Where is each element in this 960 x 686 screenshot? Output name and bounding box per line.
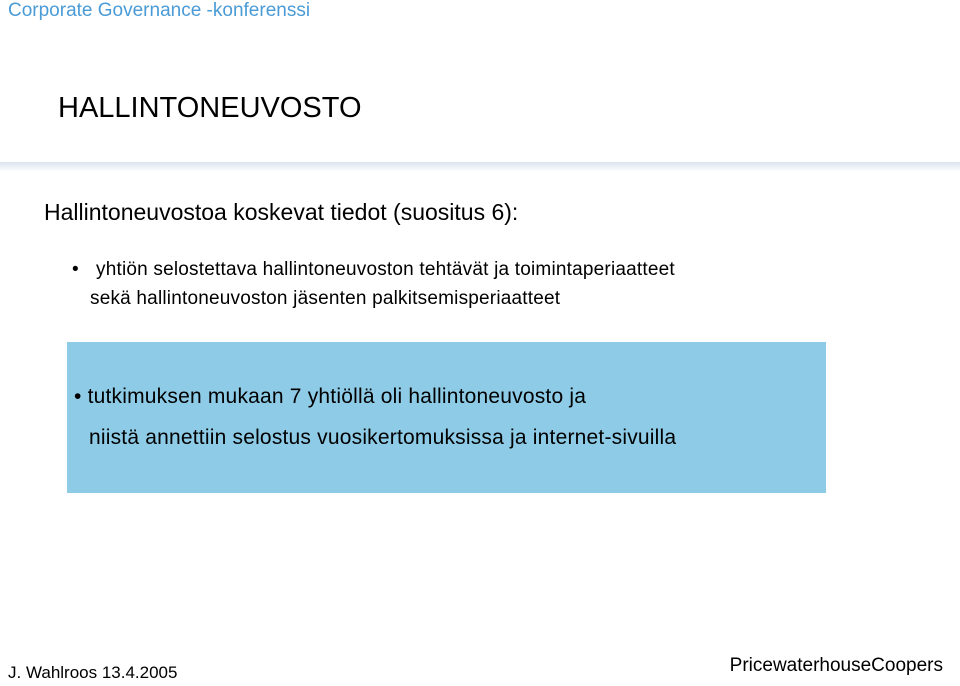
- title-divider: [0, 162, 960, 172]
- bullet-text-line-2: sekä hallintoneuvoston jäsenten palkitsemisperiaatteet: [90, 288, 561, 309]
- conference-header: Corporate Governance -konferenssi: [8, 0, 311, 21]
- finding-highlight-box: [67, 342, 826, 493]
- slide-title: HALLINTONEUVOSTO: [58, 92, 362, 124]
- footer-author-date: J. Wahlroos 13.4.2005: [8, 663, 178, 682]
- section-heading: Hallintoneuvostoa koskevat tiedot (suositus 6):: [44, 199, 519, 225]
- bullet-line-1: [72, 255, 932, 284]
- bullet-marker: •: [72, 259, 79, 280]
- footer-company: PricewaterhouseCoopers: [729, 655, 943, 676]
- bullet-line-2: [72, 284, 932, 313]
- finding-text-line-1: • tutkimuksen mukaan 7 yhtiöllä oli hallintoneuvosto ja: [74, 385, 587, 408]
- finding-text-line-2: niistä annettiin selostus vuosikertomuksissa ja internet-sivuilla: [89, 426, 677, 449]
- bullet-text-line-1: yhtiön selostettava hallintoneuvoston tehtävät ja toimintaperiaatteet: [96, 259, 675, 280]
- recommendation-bullet: [72, 255, 932, 313]
